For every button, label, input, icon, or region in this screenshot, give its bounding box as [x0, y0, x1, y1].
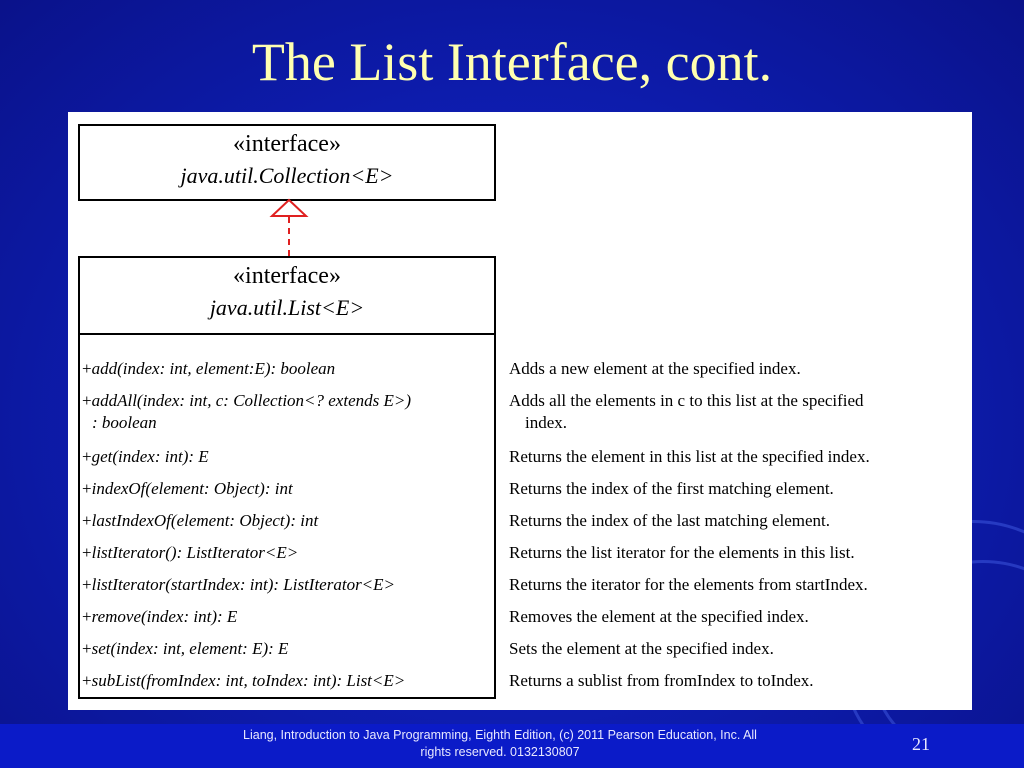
- description-text: Adds all the elements in c to this list at the specified: [509, 391, 864, 410]
- public-modifier: +: [82, 607, 92, 626]
- public-modifier: +: [82, 479, 92, 498]
- collection-stereotype: «interface»: [233, 131, 341, 157]
- uml-diagram-panel: [68, 112, 972, 710]
- description-text: Adds a new element at the specified index.: [509, 359, 801, 378]
- list-interface-box: [78, 256, 496, 335]
- method-name: set(index: int, element: E): E: [91, 639, 289, 658]
- method-name: addAll(index: int, c: Collection<? extends E>): [91, 391, 411, 410]
- realization-arrow: [264, 196, 314, 260]
- description-text: Returns the iterator for the elements from startIndex.: [509, 575, 868, 594]
- method-signature: [82, 606, 237, 628]
- description-text: Returns the index of the last matching element.: [509, 511, 831, 530]
- method-signature: [82, 574, 395, 596]
- slide-title: The List Interface, cont.: [251, 32, 773, 92]
- method-row: [68, 478, 972, 510]
- public-modifier: +: [82, 671, 92, 690]
- description-text: Returns a sublist from fromIndex to toIndex.: [509, 671, 814, 690]
- method-signature: [82, 638, 288, 660]
- public-modifier: +: [82, 639, 92, 658]
- description-text: Returns the index of the first matching element.: [509, 479, 834, 498]
- method-signature: [82, 358, 335, 380]
- method-description: [509, 542, 959, 564]
- method-name: listIterator(): ListIterator<E>: [91, 543, 299, 562]
- method-row: [68, 390, 972, 444]
- method-description: [509, 638, 959, 660]
- public-modifier: +: [82, 543, 92, 562]
- footer-copyright: [190, 727, 810, 761]
- collection-class-name: java.util.Collection<E>: [180, 163, 394, 188]
- collection-interface-box: [78, 124, 496, 201]
- method-description: [509, 390, 959, 434]
- method-row: [68, 358, 972, 390]
- public-modifier: +: [82, 359, 92, 378]
- method-signature: [82, 670, 405, 692]
- method-row: [68, 606, 972, 638]
- method-name: listIterator(startIndex: int): ListIterator<E>: [91, 575, 396, 594]
- page-number: 21: [912, 734, 930, 754]
- method-row: [68, 574, 972, 606]
- public-modifier: +: [82, 447, 92, 466]
- list-class-name: java.util.List<E>: [209, 295, 365, 320]
- list-stereotype: «interface»: [233, 263, 341, 289]
- method-name: indexOf(element: Object): int: [91, 479, 293, 498]
- method-row: [68, 670, 972, 702]
- description-text: Returns the list iterator for the elements in this list.: [509, 543, 855, 562]
- method-description: [509, 670, 959, 692]
- method-name: lastIndexOf(element: Object): int: [91, 511, 319, 530]
- method-description: [509, 606, 959, 628]
- method-row: [68, 510, 972, 542]
- method-signature: [82, 390, 411, 434]
- method-name: add(index: int, element:E): boolean: [91, 359, 336, 378]
- method-row: [68, 542, 972, 574]
- method-row: [68, 446, 972, 478]
- method-return-type: : boolean: [92, 413, 157, 432]
- method-signature: [82, 478, 293, 500]
- public-modifier: +: [82, 511, 92, 530]
- public-modifier: +: [82, 391, 92, 410]
- public-modifier: +: [82, 575, 92, 594]
- method-description: [509, 510, 959, 532]
- footer-line-2: rights reserved. 0132130807: [420, 745, 580, 759]
- method-description: [509, 574, 959, 596]
- method-signature: [82, 510, 318, 532]
- method-signature: [82, 446, 209, 468]
- method-row: [68, 638, 972, 670]
- method-signature: [82, 542, 298, 564]
- footer-line-1: Liang, Introduction to Java Programming, Eighth Edition, (c) 2011 Pearson Education, Inc. All: [243, 728, 757, 742]
- description-text: Sets the element at the specified index.: [509, 639, 774, 658]
- description-text-cont: index.: [525, 413, 568, 432]
- method-description: [509, 358, 959, 380]
- method-name: get(index: int): E: [91, 447, 209, 466]
- method-description: [509, 446, 959, 468]
- method-name: subList(fromIndex: int, toIndex: int): List<E>: [91, 671, 406, 690]
- method-name: remove(index: int): E: [91, 607, 238, 626]
- description-text: Removes the element at the specified index.: [509, 607, 809, 626]
- method-description: [509, 478, 959, 500]
- description-text: Returns the element in this list at the specified index.: [509, 447, 870, 466]
